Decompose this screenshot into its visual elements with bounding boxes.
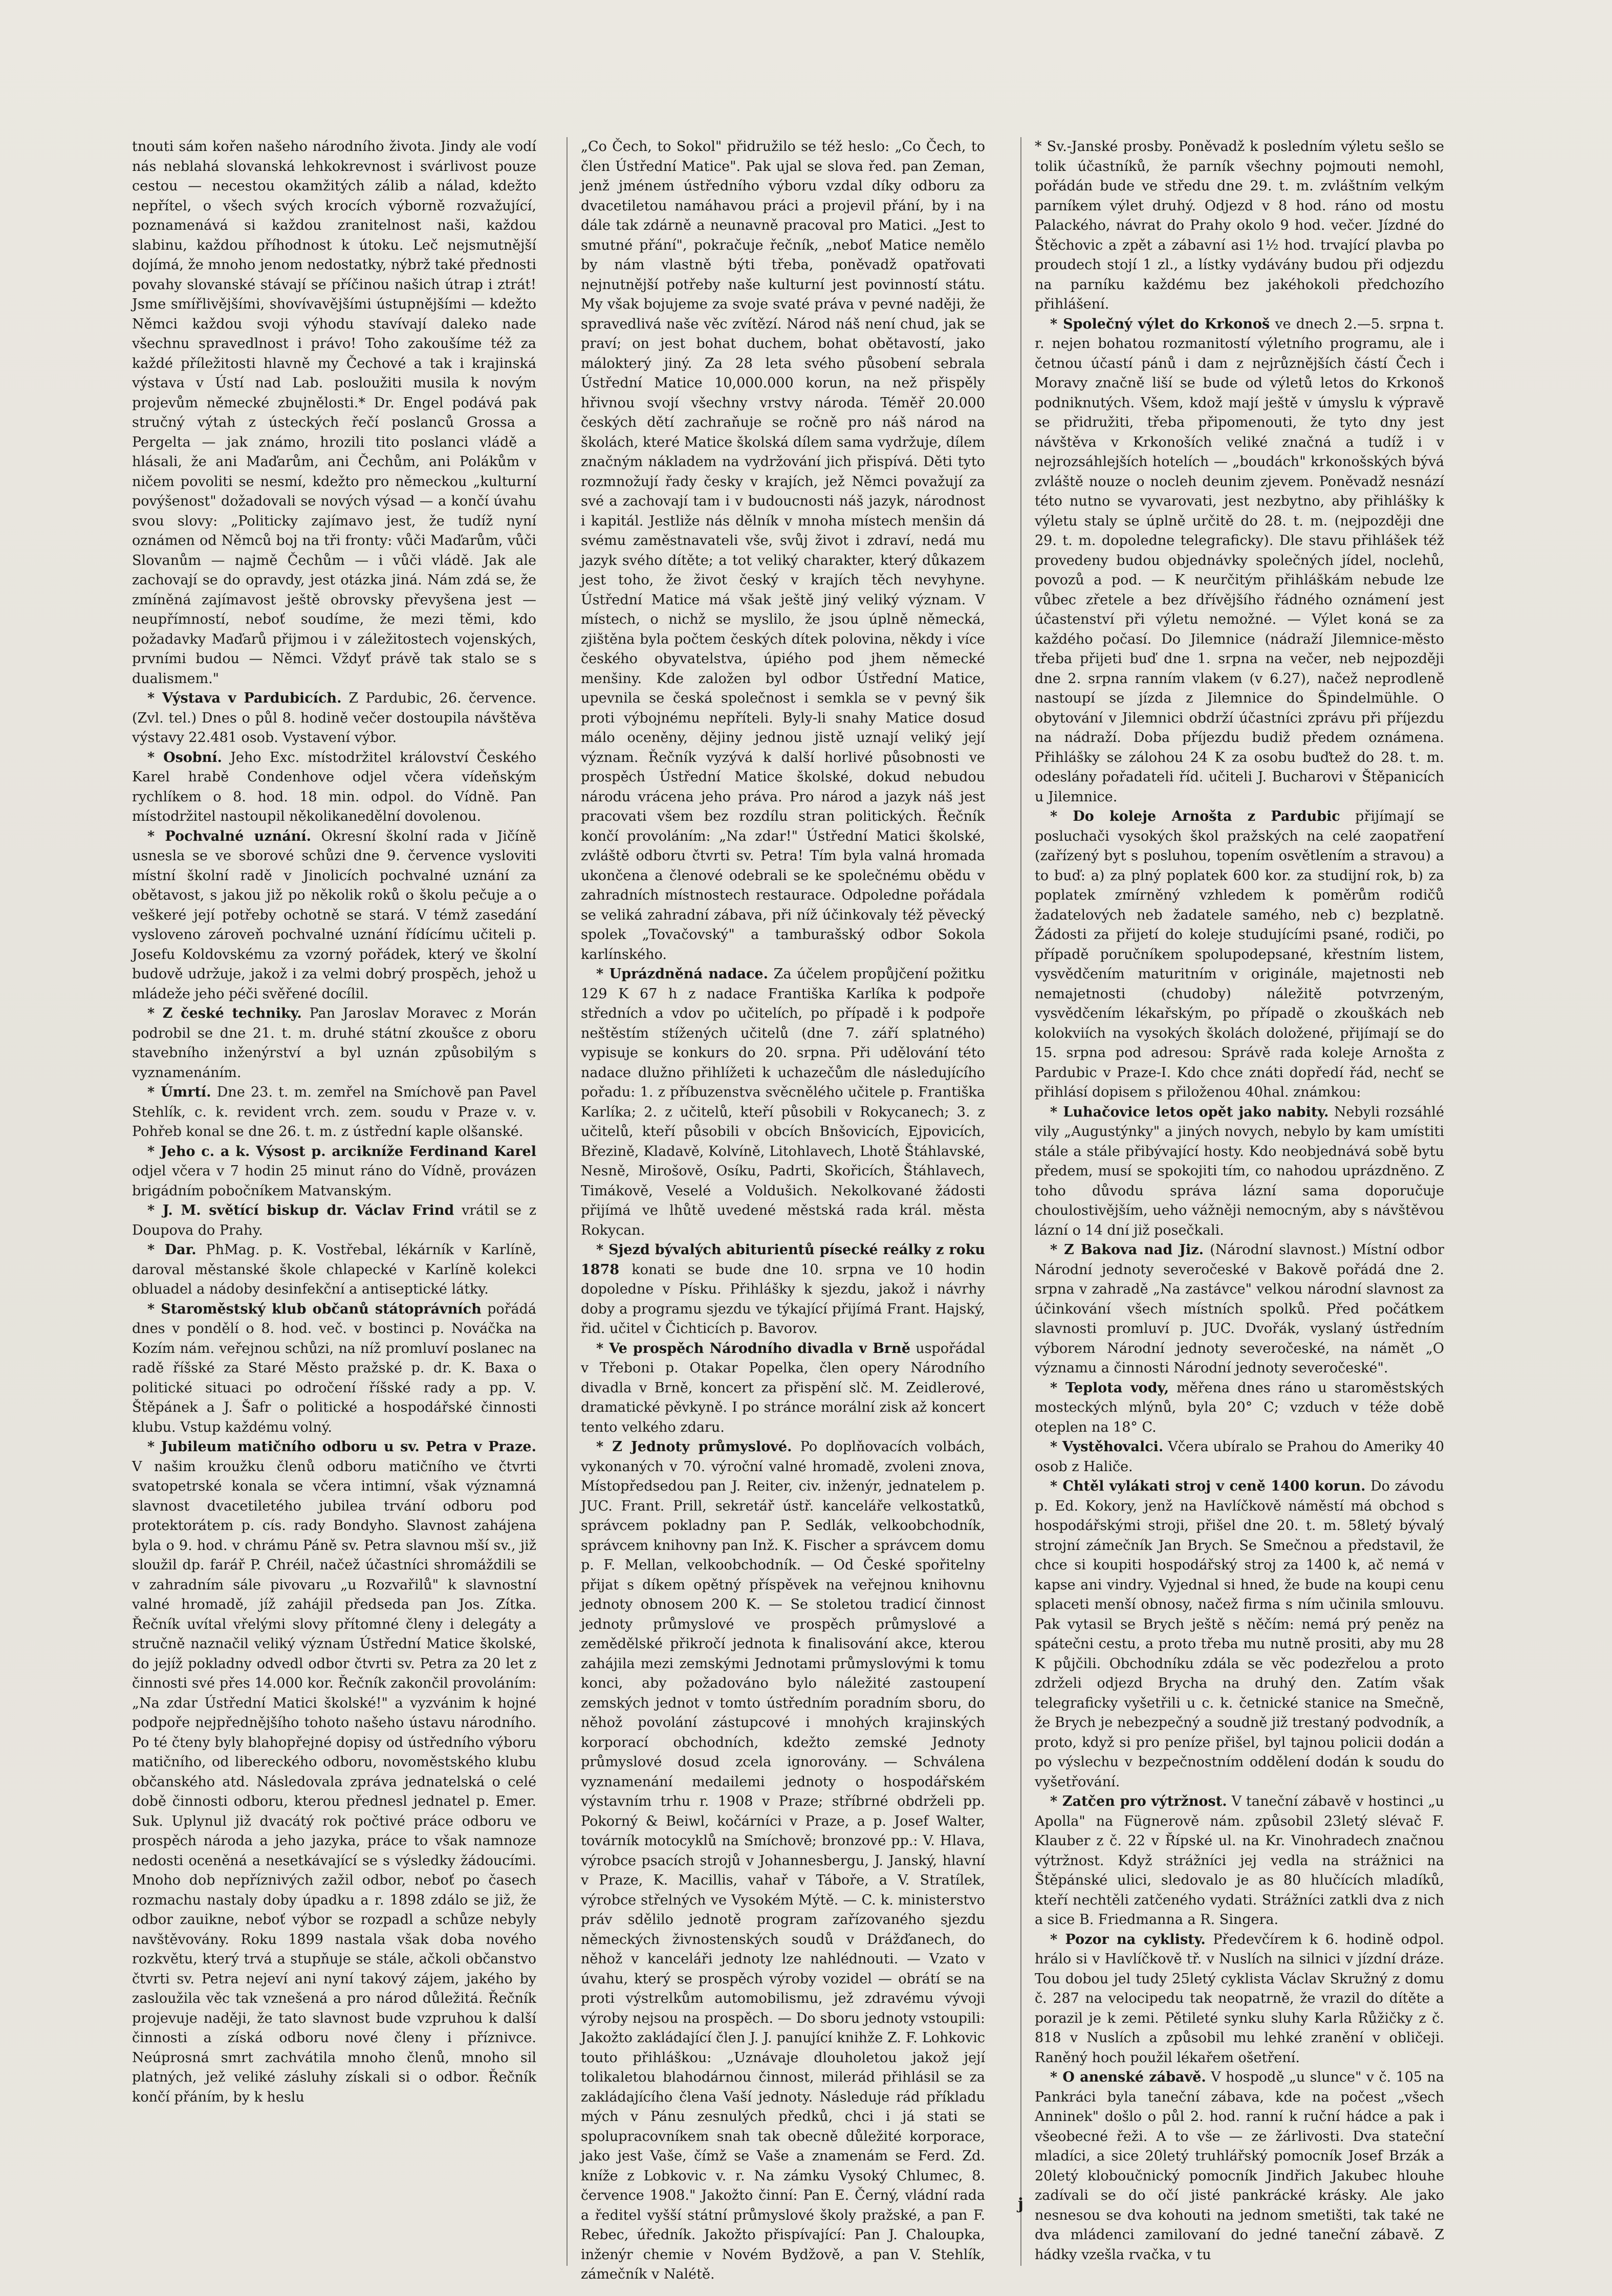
article-text: Pan Jaroslav Moravec z Morán podrobil se dne 21. t. m. druhé státní zkoušce z oboru stavebního inženýrství a byl uznán způsobilým s vyznamenáním.	[132, 1005, 536, 1081]
column-rule	[567, 137, 568, 2266]
article-heading: * Vystěhovalci.	[1050, 1439, 1164, 1455]
article-paragraph	[132, 1437, 536, 2107]
article-heading: * Dar.	[147, 1242, 197, 1258]
article-text: Předevčírem k 6. hodině odpol. hrálo si v Havlíčkově tř. v Nuslích na silnici v jízdní dráze. Tou dobou jel tudy 25letý cyklista Václav Skružný z domu č. 287 na velocipedu tak neopatrně, že vrazil do dítěte a porazil je k zemi. Pětileté synku sluhy Karla Růžičky z č. 818 v Nuslích a způsobil mu lehké zranění v obličeji. Raněný hoch použil lékařem ošetření.	[1035, 1931, 1445, 2066]
article-paragraph	[1035, 1379, 1444, 1438]
article-paragraph	[132, 1142, 536, 1201]
article-text: Dne 23. t. m. zemřel na Smíchově pan Pavel Stehlík, c. k. revident vrch. zem. soudu v Praze v. v. Pohřeb konal se dne 26. t. m. z ústřední kaple olšanské.	[132, 1084, 536, 1140]
article-text: ve dnech 2.—5. srpna t. r. nejen bohatou rozmanitostí výletního programu, ale i četnou účastí pánů i dam z nejrůznějších částí Čech i Moravy značně liší se bude od výletů letos do Krkonoš podniknutých. Všem, kdož mají ještě v úmyslu k výpravě se přidružiti, třeba připomenouti, že tyto dny jest návštěva v Krkonoších veliké značná a tudíž i v nejrozsáhlejších hotelích — „boudách" krkonošských bývá zvláště nouze o nocleh deunim zjevem. Poněvadž nesnází této nutno se vyvarovati, jest nezbytno, aby přihlášky k výletu staly se úplně určitě do 28. t. m. (nejpozději dne 29. t. m. dopoledne telegraficky). Dle stavu přihlášek též provedeny budou objednávky společných jídel, noclehů, povozů a pod. — K neurčitým přihláškám nebude lze vůbec zřetele a bez dřívějšího řádného oznámení jest účastenství při výletu nemožné. — Výlet koná se za každého počasí. Do Jilemnice (nádraží Jilemnice-město třeba přijeti buď dne 1. srpna na večer, neb nejpozději dne 2. srpna ranním vlakem (v 6.27), načež neprodleně nastoupí se jízda z Jilemnice do Špindelmühle. O obytování v Jilemnici obdrží účastníci zprávu při příjezdu na nádraží. Doba příjezdu budiž předem oznámena. Přihlášky se zálohou 24 K za osobu buďtež do 28. t. m. odeslány pořadateli říd. učiteli J. Bucharovi v Štěpanicích u Jilemnice.	[1035, 316, 1444, 805]
article-paragraph	[1035, 1930, 1444, 2068]
column-rule	[1020, 137, 1021, 2266]
article-paragraph	[581, 1339, 985, 1438]
article-paragraph	[1035, 1477, 1444, 1792]
article-heading: * Společný výlet do Krkonoš	[1050, 316, 1270, 332]
article-heading: * Osobní.	[147, 749, 222, 766]
article-heading: * Uprázdněná nadace.	[596, 966, 768, 982]
article-heading: * Do koleje Arnošta z Pardubic	[1050, 808, 1340, 824]
article-heading: * Chtěl vylákati stroj v ceně 1400 korun.	[1050, 1478, 1366, 1494]
article-heading: * Jubileum matičního odboru u sv. Petra v Praze.	[147, 1439, 536, 1455]
article-paragraph	[132, 827, 536, 1004]
article-heading: * Ve prospěch Národního divadla v Brně	[596, 1340, 910, 1357]
article-text: Nebyli rozsáhlé vily „Augustýnky" a jiných novych, nebylo by kam umístiti stále a stále přibývající hosty. Kdo neobjednává sobě bytu předem, musí se spokojiti tím, co nahodou uprázdněno. Z toho důvodu správa lázní sama doporučuje choulostivějším, ueho vážněji nemocným, aby s návštěvou lázní o 14 dní již posečkali.	[1035, 1104, 1444, 1238]
article-heading: * Zatčen pro výtržnost.	[1050, 1794, 1227, 1809]
article-text: Do závodu p. Ed. Kokory, jenž na Havlíčkově náměstí má obchod s hospodářskými stroji, přišel dne 20. t. m. 58letý bývalý strojní zámečník Jan Brych. Se Smečnou a představil, že chce si koupiti hospodářský stroj za 1400 k, ač nemá v kapse ani vindry. Vyjednal si hned, že bude na koupi cenu splaceti menší obnosy, načež firma s ním učinila smlouvu. Pak vytasil se Brych ještě s něčím: nemá prý peněz na spátečni cestu, a proto třeba mu nutně prositi, aby mu 28 K půjčili. Obchodníku zdála se věc podezřelou a proto zdrželi odjezd Brycha na druhý den. Zatím však telegraficky vyšetřili u c. k. četnické stanice na Smečně, že Brych je nebezpečný a soudně již trestaný podvodník, a proto, když si pro peníze přišel, byl tajnou policii dodán a po výslechu v bezpečnostním oddělení dodán k soudu do vyšetřování.	[1035, 1478, 1444, 1790]
article-text: Z Pardubic, 26. července. (Zvl. tel.) Dnes o půl 8. hodině večer dostoupila návštěva výstavy 22.481 osob. Vystavení výbor.	[132, 690, 536, 746]
column-2	[581, 137, 985, 2282]
article-heading: * Sjezd bývalých abiturientů písecké reálky z roku 1878	[581, 1242, 985, 1278]
article-paragraph	[1035, 315, 1444, 807]
article-text: tnouti sám kořen našeho národního života. Jindy ale vodí nás neblahá slovanská lehkokrevnost i svárlivost pouze cestou — necestou okamžitých zálib a nálad, kdežto nepřítel, o všech svých krocích výborně rozvažující, poznamenává si každou zranitelnost naši, každou slabinu, každou příhodnost k útoku. Leč nejsmutnější dojímá, že mnoho jenom nedostatky, nýbrž také přednosti povahy slovanské stávají se příčinou našich útrap i ztrát! Jsme smířlivějšími, shovívavějšími ústupnějšími — kdežto Němci každou svoji výhodu stavívají daleko nade všechnu spravedlnost i právo! Toho zakoušíme též za každé příležitosti hlavně my Čechové a tak i krajinská výstava v Ústí nad Lab. posloužiti musila k novým projevům německé zbujnělosti.* Dr. Engel podává pak stručný výtah z ústeckých řečí poslanců Grossa a Pergelta — jak známo, hrozili tito poslanci vládě a hlásali, že ani Maďarům, ani Čechům, ani Polákům v ničem povoliti se nesmí, kdežto pro německou „kulturní povýšenost" dožadovali se nových výsad — a končí úvahu svou slovy: „Politicky zajímavo jest, že tudíž nyní oznámen od Němců boj na tři fronty: vůči Maďarům, vůči Slovanům — najmě Čechům — i vůči vládě. Jak ale zachovají se do opravdy, jest otázka jiná. Nám zdá se, že zmíněná zajímavost ještě obrovsky převyšena jest — neupřímností, neboť soudíme, že mezi těmi, kdo požadavky Maďarů přijmou i v záležitostech vojenských, prvními budou — Němci. Vždyť právě tak stalo se s dualismem."	[132, 139, 536, 687]
article-text: V hospodě „u slunce" v č. 105 na Pankráci byla taneční zábava, kde na počest „všech Anninek" došlo o půl 2. hod. ranní k ruční hádce a pak i všeobecné řeži. A to vše — ze žárlivosti. Dva stateční mladíci, a sice 20letý truhlářský pomocník Josef Brzák a 20letý kloboučnický pomocník Jindřich Jakubec hlouhe zadívali se do očí jisté pankrácké krásky. Ale jako nesnesou se dva kohouti na jednom smetišti, tak také ne dva mládenci zamilovaní do jedné taneční zábavě. Z hádky vzešla rvačka, v tu	[1035, 2069, 1445, 2263]
article-text: V taneční zábavě v hostinci „u Apolla" na Fügnerově nám. způsobil 23letý slévač F. Klauber z č. 22 v Řípské ul. na Kr. Vinohradech značnou výtržnost. Když strážníci jej vedla na strážnici na Štěpánské ulici, sledovalo je as 80 hlučících mladíků, kteří nechtěli zatčeného vydati. Strážníci zatkli dva z nich a sice B. Friedmanna a R. Singera.	[1035, 1794, 1445, 1928]
article-paragraph	[132, 1004, 536, 1083]
article-heading: * Pochvalné uznání.	[147, 828, 311, 844]
article-text: Včera ubíralo se Prahou do Ameriky 40 osob z Haliče.	[1035, 1439, 1444, 1475]
article-heading: * Pozor na cyklisty.	[1050, 1931, 1206, 1948]
article-text: vrátil se z Doupova do Prahy.	[132, 1202, 536, 1238]
article-heading: * Úmrtí.	[147, 1084, 211, 1100]
article-paragraph	[581, 1240, 985, 1339]
article-paragraph	[132, 1300, 536, 1438]
fold-mark: j	[1018, 2195, 1023, 2213]
article-heading: * J. M. světící biskup dr. Václav Frind	[147, 1202, 454, 1218]
article-paragraph	[1035, 807, 1444, 1103]
article-heading: * Staroměstský klub občanů státoprávních	[147, 1301, 482, 1317]
article-text: měřena dnes ráno u staroměstských mosteckých mlýnů, byla 20° C; vzduch v téže době oteplen na 18° C.	[1035, 1380, 1444, 1435]
article-text: Za účelem propůjčení požitku 129 K 67 h z nadace Františka Karlíka k podpoře středních a vdov po učitelích, po případě i k podpoře neštěstím stížených učitelů (dne 7. září splatného) vypisuje se konkurs do 20. srpna. Při udělování této nadace dlužno přihlížeti k uchazečům dle následujícího pořadu: 1. z příbuzenstva svěcnělého učitele p. Františka Karlíka; 2. z učitelů, kteří působili v Rokycanech; 3. z učitelů, kteří působili v obcích Bnšovicích, Ejpovicích, Březině, Kladavě, Kolvíně, Litohlavech, Lhotě Štáhlavské, Nesně, Mirošově, Osíku, Padrti, Skořicích, Štáhlavech, Timákově, Veselé a Voldušich. Nekolkované žádosti přijímá ve lhůtě uvedené městská rada král. města Rokycan.	[581, 966, 985, 1238]
article-heading: * Teplota vody,	[1050, 1380, 1169, 1396]
article-text: přijímají se posluchači vysokých škol pražských na celé zaopatření (zařízený byt s posluhou, topením osvětlením a stravou) a to buď: a) za plný poplatek 600 kor. za studijní rok, b) za poplatek zmírněný vzhledem k poměrům rodičů žadatelových neb žadatele samého, neb c) bezplatně. Žádosti za přijetí do koleje studujícími psané, rodiči, po případě poručníkem spolupodepsané, křestním listem, vysvědčením maturitním v originále, majetnosti neb nemajetnosti (chudoby) náležitě potvrzeným, vysvědčením lékařským, po případě o zkouškách neb kolokviích na vysokých školách doložené, přijímají se do 15. srpna pod adresou: Správě rada koleje Arnošta z Pardubic v Praze-I. Kdo chce znáti dopředí řád, nechť se přihlásí dopisem s přiloženou 40hal. známkou:	[1035, 808, 1444, 1100]
article-text: pořádá dnes v pondělí o 8. hod. več. v bostinci p. Nováčka na Kozím nám. veřejnou schůzi, na níž promluví poslanec na radě říšské za Staré Město pražské p. dr. K. Baxa o politické situaci po odročení říšské rady a pp. V. Štěpánek a J. Šafr o politické a hospodářské činnosti klubu. Vstup každému volný.	[132, 1301, 536, 1435]
article-heading: * Z české techniky.	[147, 1005, 302, 1021]
article-text: PhMag. p. K. Vostřebal, lékárník v Karlíně, daroval městanské škole chlapecké v Karlíně kolekci obluadel a nádoby desinfekční a antiseptické látky.	[132, 1242, 537, 1297]
article-paragraph	[1035, 2068, 1444, 2265]
column-1	[132, 137, 536, 2266]
article-text: konati se bude dne 10. srpna ve 10 hodin dopoledne v Písku. Přihlášky k sjezdu, jakož i návrhy doby a programu sjezdu ve týkající přijímá Frant. Hajský, řid. učitel v Čichticích p. Bavorov.	[581, 1261, 985, 1337]
article-paragraph	[1035, 1792, 1444, 1930]
article-text: „Co Čech, to Sokol" přidružilo se též heslo: „Co Čech, to člen Ústřední Matice". Pak ujal se slova řed. pan Zeman, jenž jménem ústředního výboru vzdal díky odboru za dvacetiletou namáhavou práci a projevil přání, by i na dále tak zdárně a neunavně pracoval pro Matici. „Jest to smutné přání", pokračuje řečník, „neboť Matice nemělo by nám vlastně býti třeba, poněvadž opatřovati nejnutnější potřeby naše kulturní jest povinností státu. My však bojujeme za svoje svaté práva v pevné naději, že spravedlivá naše věc zvítězí. Národ náš není chud, jak se praví; on jest bohat duchem, bohat obětavostí, jako málokterý jiný. Za 28 leta svého působení sebrala Ústřední Matice 10,000.000 korun, na než přispěly hřivnou svojí všechny vrstvy národa. Téměř 20.000 českých dětí zachraňuje se ročně pro náš národ na školách, které Matice školská dílem sama vydržuje, dílem značným nákladem na vydržování jich přispívá. Děti tyto rozmnožují řady česky v krajích, jež Němci považují za své a zachovají tam i v budoucnosti náš jazyk, národnost i kapitál. Jestliže nás dělník v mnoha místech menšin dá svému zaměstnavateli vše, svůj život i zdraví, nedá mu jazyk svého dítěte; a tot veliký charakter, který důkazem jest toho, že život český v krajích těch nevyhyne. Ústřední Matice má však ještě jiný veliký význam. V místech, o nichž se myslilo, že jsou úplně německá, zjištěna byla počtem českých dítek polovina, někdy i více českého obyvatelstva, úpiého pod jhem německé menšiny. Kde založen byl odbor Ústřední Matice, upevnila se česká společnost i semkla se v pevný šik proti výbojnému nepříteli. Byly-li snahy Matice dosud málo oceněny, dějiny jednou jistě uznají veliký její význam. Řečník vyzývá k další horlivé působnosti ve prospěch Ústřední Matice školské, dokud nebudou národu vrácena jeho práva. Pro národ a jazyk náš jest pracovati všem bez rozdílu stran politických. Řečník končí provoláním: „Na zdar!" Ústřední Matici školské, zvláště odboru čtvrti sv. Petra! Tím byla valná hromada ukončena a členové odebrali se ke společnému obědu v zahradních místnostech restaurace. Odpoledne pořádala se veliká zahradní zábava, při níž účinkovaly též pěvecký spolek „Tovačovský" a tamburašský odbor Sokola karlínského.	[581, 139, 985, 963]
article-paragraph	[581, 1437, 985, 2285]
article-heading: * Z Jednoty průmyslové.	[596, 1439, 792, 1455]
article-text: odjel včera v 7 hodin 25 minut ráno do Vídně, provázen brigádním pobočníkem Matvanským.	[132, 1163, 536, 1199]
article-text: (Národní slavnost.) Místní odbor Národní jednoty severočeské v Bakově pořádá dne 2. srpna v zahradě „Na zastávce" velkou národní slavnost za účinkování všech místních spolků. Před počátkem slavnosti promluví p. JUC. Dvořák, vyslaný ústředním výborem Národní jednoty severočeské, na námět „O významu a činnosti Národní jednoty severočeské".	[1035, 1242, 1444, 1376]
article-text: V našim kroužku členů odboru matičního ve čtvrti svatopetrské konala se včera intimní, však významná slavnost dvacetiletého jubilea trvání odboru pod protektorátem p. cís. rady Bondyho. Slavnost zahájena byla o 9. hod. v chrámu Páně sv. Petra slavnou mší sv., již sloužil dp. farář P. Chréil, načež účastníci shromáždili se v zahradním sále pivovaru „u Rozvařilů" k slavnostní valné hromadě, jíž zahájil předseda pan Jos. Zítka. Řečník uvítal vřelými slovy přítomné členy i delegáty a stručně naznačil veliký význam Ústřední Matice školské, do jejíž pokladny odvedl odbor čtvrti sv. Petra za 20 let z činnosti své přes 14.000 kor. Řečník zakončil provoláním: „Na zdar Ústřední Matici školské!" a vyzvánim k hojné podpoře nejpřednějšího tohoto našeho ústavu národního. Po té čteny byly blahopřejné dopisy od ústředního výboru matičního, od libereckého odboru, novoměstského klubu občanského atd. Následovala zpráva jednatelská o celé době činnosti odboru, kterou přednesl jednatel p. Emer. Suk. Uplynul již dvacátý rok počtivé práce odboru ve prospěch národa a jeho jazyka, práce to však namnoze nedosti oceněná a nesetkávající se s výsledky žádoucími. Mnoho dob nepříznivých zažil odbor, neboť po časech rozmachu nastaly doby úpadku a r. 1898 zdálo se již, že odbor zauikne, neboť výbor se rozpadl a schůze nebyly navštěvovány. Roku 1899 nastala však doba nového rozkvětu, který trvá a stupňuje se stále, ačkoli občanstvo čtvrti sv. Petra nejeví ani nyní takový zájem, jakého by zasloužila věc tak vznešená a pro národ důležitá. Řečník projevuje naději, že tato slavnost bude vzpruhou k další činnosti a získá odboru nové členy i příznivce. Neúprosná smrt zachvátila mnoho členů, mnoho sil platných, jež veliké zásluhy získali si o odbor. Řečník končí přáním, by k heslu	[132, 1458, 536, 2105]
article-paragraph	[1035, 1103, 1444, 1241]
column-3	[1035, 137, 1444, 2266]
article-paragraph	[1035, 1240, 1444, 1379]
article-text: * Sv.-Janské prosby. Poněvadž k posledním výletu sešlo se tolik účastníků, že parník všechny pojmouti nemohl, pořádán bude ve středu dne 29. t. m. zvláštním velkým parníkem výlet druhý. Odjezd v 8 hod. ráno od mostu Palackého, návrat do Prahy okolo 9 hod. večer. Jízdné do Štěchovic a zpět a zábavní asi 1½ hod. trvající plavba po proudech stojí 1 zl., a lístky vydávány budou při odjezdu na parníku každému bez jakéhokoli předchozího přihlášení.	[1035, 139, 1444, 312]
article-paragraph	[1035, 1437, 1444, 1477]
article-paragraph	[132, 1083, 536, 1142]
article-heading: * Jeho c. a k. Výsost p. arcikníže Ferdinand Karel	[147, 1143, 536, 1160]
article-paragraph	[132, 1240, 536, 1300]
article-heading: * Luhačovice letos opět jako nabity.	[1050, 1104, 1329, 1120]
article-text: uspořádal v Třeboni p. Otakar Popelka, člen opery Národního divadla v Brně, koncert za přispění slč. M. Zeidlerové, dramatické pěvkyně. I po stránce morální zisk až koncert tento velkého zdaru.	[581, 1340, 985, 1435]
article-heading: * O anenské zábavě.	[1050, 2069, 1206, 2085]
article-heading: * Výstava v Pardubicích.	[147, 690, 342, 706]
article-text: Po doplňovacích volbách, vykonaných v 70. výroční valné hromadě, zvoleni znova, Místopředsedou pan J. Reiter, civ. inženýr, jednatelem p. JUC. Frant. Prill, sekretář ústř. kanceláře velkostatků, správcem pokladny pan P. Sedlák, velkoobchodník, správcem knihovny pan Inž. K. Fischer a správcem domu p. F. Mellan, velkoobchodník. — Od České spořitelny přijat s díkem opětný příspěvek na veřejnou knihovnu jednoty obnosem 200 K. — Se stoletou tradicí činnost jednoty průmyslové ve prospěch průmyslové a zemědělské přikročí jednota k finalisování akce, kterou zahájila mezi zemskými Jednotami průmyslovými k tomu konci, aby požadováno bylo náležité zastoupení zemských jednot v tomto ústředním poradním sboru, do něhož povolání zástupcové i mnohých krajinských korporací obchodních, kdežto zemské Jednoty průmyslové dosud zcela ignorovány. — Schválena vyznamenání medailemi jednoty o hospodářském výstavním trhu r. 1908 v Praze; stříbrné obdrželi pp. Pokorný & Beiwl, kočárníci v Praze, a p. Josef Walter, továrník motocyklů na Smíchově; bronzové pp.: V. Hlava, výrobce psacích strojů v Johannesbergu, J. Janský, hlavní v Praze, K. Macillis, vahař v Táboře, a V. Stratílek, výrobce střelných ve Vysokém Mýtě. — C. k. ministerstvo práv sdělilo jednotě program zařízovaného sjezdu německých živnostenských soudů v Drážďanech, do něhož v kanceláři jednoty lze nahlédnouti. — Vzato v úvahu, který se prospěch výroby vozidel — obrátí se na proti výstrelkům automobilismu, jež zdravému vývoji výroby nejsou na prospěch. — Do sboru jednoty vstoupili: Jakožto zakládající člen J. J. panující knihže Z. F. Lohkovic touto přihláškou: „Uznávaje dlouholetou jakož její tolikaletou blahodárnou činnost, milerád přihlásil se za zakládajícího člena Vaší jednoty. Následuje rád příkladu mých v Pánu zesnulých předků, chci i já stati se spolupracovníkem snah tak obecně důležité korporace, jako jest Vaše, čímž se Vaše a znamenám se Ferd. Zd. kníže z Lobkovic v. r. Na zámku Vysoký Chlumec, 8. července 1908." Jakožto činní: Pan E. Černý, vládní rada a ředitel vyšší státní průmyslové školy pražské, a pan F. Rebec, úředník. Jakožto přispívající: Pan J. Chaloupka, inženýr chemie v Novém Bydžově, a pan V. Stehlík, zámečník v Nalétě.	[581, 1439, 985, 2282]
article-paragraph	[132, 689, 536, 748]
article-paragraph	[132, 137, 536, 689]
article-paragraph	[1035, 137, 1444, 315]
article-paragraph	[132, 748, 536, 827]
article-paragraph	[132, 1201, 536, 1240]
article-heading: * Z Bakova nad Jiz.	[1050, 1242, 1204, 1258]
article-paragraph	[581, 965, 985, 1240]
article-text: Jeho Exc. místodržitel království Českého Karel hrabě Condenhove odjel včera vídeňským rychlíkem o 8. hod. 18 min. odpol. do Vídně. Pan místodržitel nastoupil několikanedělní dovolenou.	[132, 749, 536, 824]
article-paragraph	[581, 137, 985, 965]
article-text: Okresní školní rada v Jičíně usnesla se ve sborové schůzi dne 9. července vysloviti místní školní radě v Jinolicích pochvalné uznání za obětavost, s jakou již po několik roků o školu pečuje a o veškeré její potřeby ochotně se stará. V témž zasedání vysloveno zároveň pochvalné uznání řídícímu učiteli p. Josefu Koldovskému za vzorný pořádek, který ve školní budově udržuje, jakož i za velmi dobrý prospěch, jehož u mládeže jeho péči svěřené docílil.	[132, 828, 537, 1002]
